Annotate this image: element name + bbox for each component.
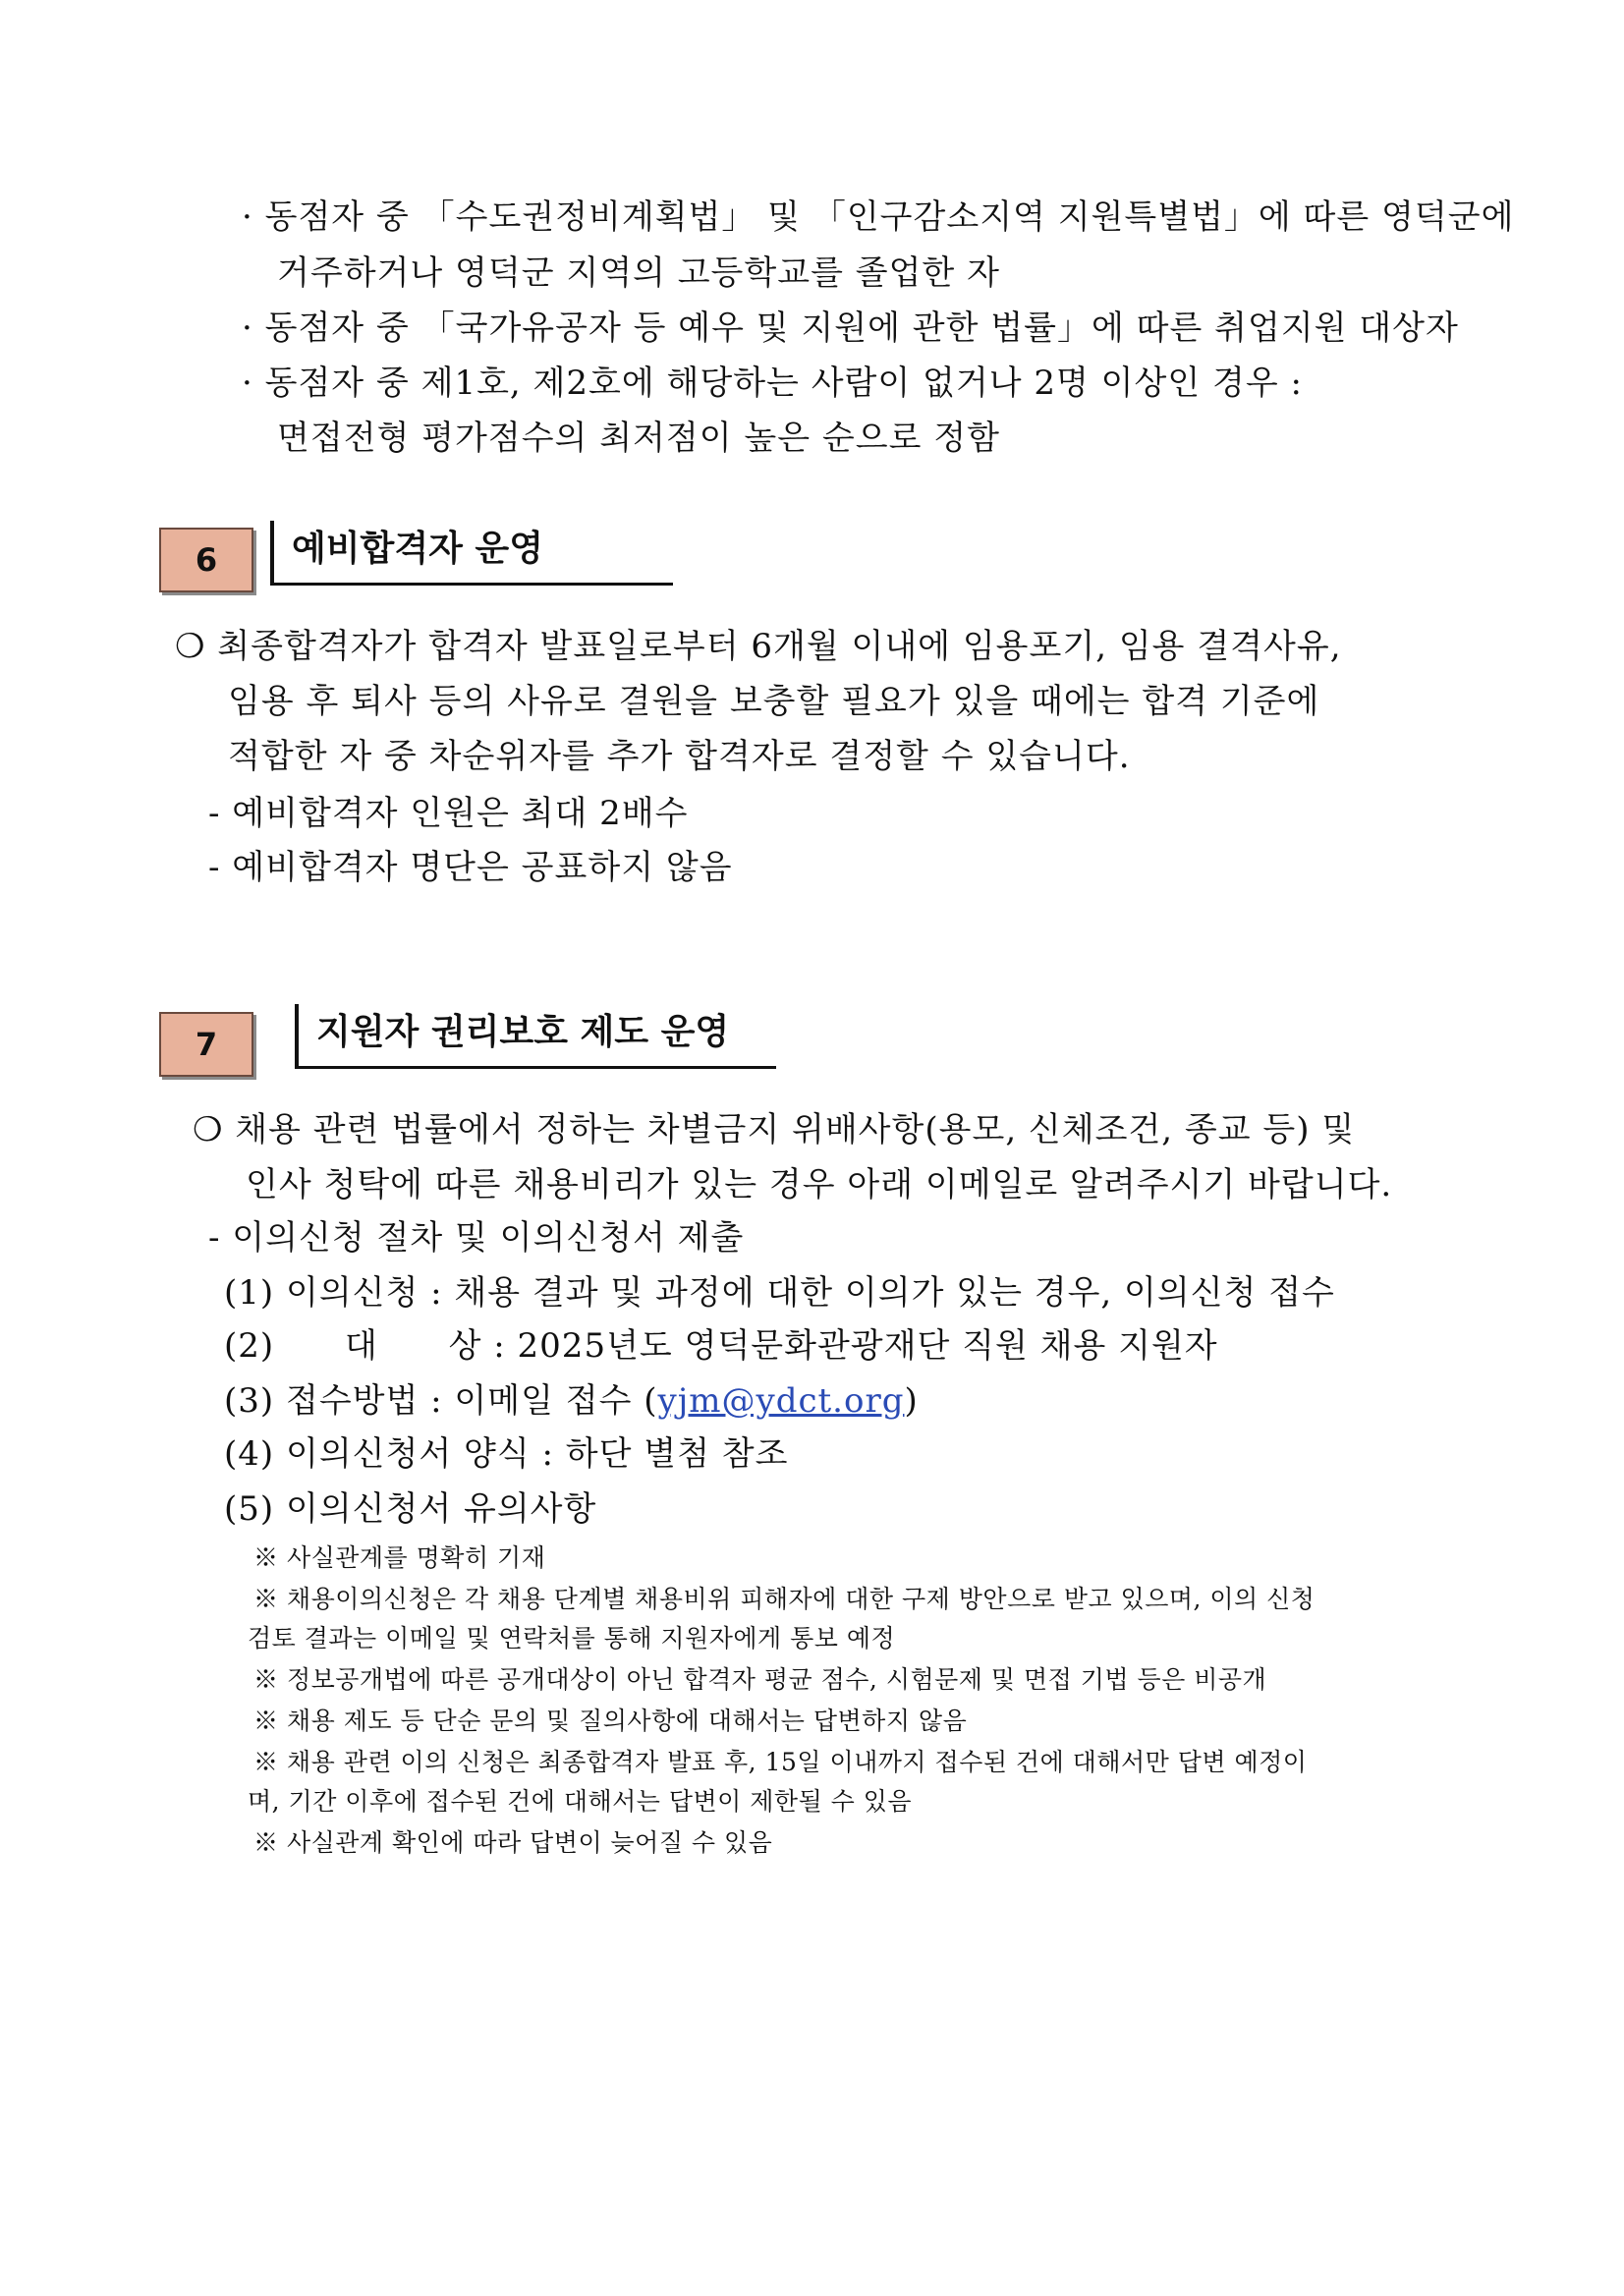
paragraph-line: 인사 청탁에 따른 채용비리가 있는 경우 아래 이메일로 알려주시기 바랍니다. <box>246 1165 1393 1204</box>
section-title: 예비합격자 운영 <box>270 521 673 586</box>
bullet-line: · 동점자 중 제1호, 제2호에 해당하는 사람이 없거나 2명 이상인 경우 : <box>242 364 1303 403</box>
bullet-line: 면접전형 평가점수의 최저점이 높은 순으로 정함 <box>277 419 1000 458</box>
dash-item: - 예비합격자 인원은 최대 2배수 <box>208 794 689 833</box>
paragraph-line: 임용 후 퇴사 등의 사유로 결원을 보충할 필요가 있을 때에는 합격 기준에 <box>228 682 1320 721</box>
bullet-line: 거주하거나 영덕군 지역의 고등학교를 졸업한 자 <box>277 253 1000 293</box>
note-line: ※ 정보공개법에 따른 공개대상이 아닌 합격자 평균 점수, 시험문제 및 면접 기법 등은 비공개 <box>253 1665 1267 1694</box>
numbered-item <box>224 1373 919 1422</box>
paragraph-line: ❍ 최종합격자가 합격자 발표일로부터 6개월 이내에 임용포기, 임용 결격사유, <box>175 627 1342 666</box>
note-line: ※ 채용 관련 이의 신청은 최종합격자 발표 후, 15일 이내까지 접수된 건에 대해서만 답변 예정이 <box>253 1748 1308 1776</box>
note-line: ※ 채용이의신청은 각 채용 단계별 채용비위 피해자에 대한 구제 방안으로 받고 있으며, 이의 신청 <box>253 1585 1316 1613</box>
numbered-item: (4) 이의신청서 양식 : 하단 별첨 참조 <box>224 1434 789 1474</box>
section-title: 지원자 권리보호 제도 운영 <box>295 1004 776 1069</box>
email-link[interactable]: yjm@ydct.org <box>657 1381 905 1421</box>
item-text: (3) 접수방법 : 이메일 접수 ( <box>224 1381 658 1421</box>
item-text: : 2025년도 영덕문화관광재단 직원 채용 지원자 <box>493 1326 1218 1366</box>
note-line: 검토 결과는 이메일 및 연락처를 통해 지원자에게 통보 예정 <box>248 1624 896 1652</box>
note-line: ※ 채용 제도 등 단순 문의 및 질의사항에 대해서는 답변하지 않음 <box>253 1707 968 1735</box>
bullet-line: · 동점자 중 「국가유공자 등 예우 및 지원에 관한 법률」에 따른 취업지원 대상자 <box>242 308 1459 348</box>
bullet-line: · 동점자 중 「수도권정비계획법」 및 「인구감소지역 지원특별법」에 따른 영덕군에 <box>242 197 1515 237</box>
item-text: ) <box>904 1381 919 1421</box>
numbered-item: (1) 이의신청 : 채용 결과 및 과정에 대한 이의가 있는 경우, 이의신청 접수 <box>224 1273 1335 1313</box>
note-line: 며, 기간 이후에 접수된 건에 대해서는 답변이 제한될 수 있음 <box>248 1787 913 1816</box>
section-number-badge: 6 <box>159 528 253 592</box>
dash-item: - 예비합격자 명단은 공표하지 않음 <box>208 848 733 887</box>
note-line: ※ 사실관계를 명확히 기재 <box>253 1543 546 1572</box>
numbered-item <box>224 1318 1218 1367</box>
section-number-badge: 7 <box>159 1012 253 1077</box>
note-line: ※ 사실관계 확인에 따라 답변이 늦어질 수 있음 <box>253 1828 773 1857</box>
paragraph-line: ❍ 채용 관련 법률에서 정하는 차별금지 위배사항(용모, 신체조건, 종교 등) 및 <box>193 1110 1356 1149</box>
numbered-item: (5) 이의신청서 유의사항 <box>224 1489 597 1529</box>
dash-item: - 이의신청 절차 및 이의신청서 제출 <box>208 1218 745 1258</box>
paragraph-line: 적합한 자 중 차순위자를 추가 합격자로 결정할 수 있습니다. <box>228 737 1131 776</box>
item-label: (2) 대 상 <box>224 1326 482 1366</box>
